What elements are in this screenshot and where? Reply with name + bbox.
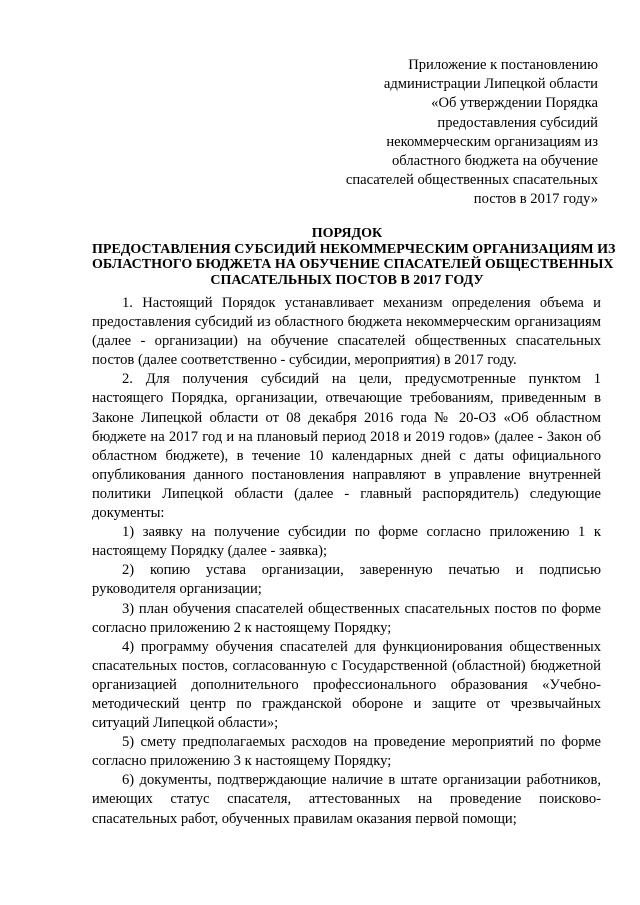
- list-item: 2) копию устава организации, заверенную печатью и подписью руководителя организации;: [92, 562, 601, 598]
- annex-line: Приложение к постановлению: [408, 57, 598, 73]
- annex-line: областного бюджета на обучение: [391, 153, 598, 170]
- annex-line: спасателей общественных спасательных: [345, 172, 598, 189]
- paragraph: 1. Настоящий Порядок устанавливает механизм определения объема и предоставления субсидий из областного бюджета некоммерческим организациям (далее - организации) на обучение спасателей общественных спасательных постов (далее соответственно - субсидии, мероприятия) в 2017 году.: [92, 295, 601, 369]
- annex-line: администрации Липецкой области: [383, 76, 598, 93]
- annex-line: постов в 2017 году»: [473, 191, 598, 208]
- paragraph: 2. Для получения субсидий на цели, предусмотренные пунктом 1 настоящего Порядка, организации, отвечающие требованиям, приведенным в Законе Липецкой области от 08 декабря 2016 года № 20-ОЗ «Об областном бюджете на 2017 год и на плановый период 2018 и 2019 годов» (далее - Закон об областном бюджете), в течение 10 календарных дней с даты официального опубликования данного постановления направляют в управление внутренней политики Липецкой области (далее - главный распорядитель) следующие документы:: [92, 371, 601, 522]
- document-title: [92, 226, 616, 288]
- annex-line: некоммерческим организациям из: [386, 133, 598, 150]
- list-item: 4) программу обучения спасателей для функционирования общественных спасательных постов, согласованную с Государственной (областной) бюджетной организацией дополнительного профессионального образования «Учебно-методический центр по гражданской обороне и защите от чрезвычайных ситуаций Липецкой области»;: [92, 638, 601, 732]
- annex-line: предоставления субсидий: [437, 114, 598, 131]
- list-item: 1) заявку на получение субсидии по форме согласно приложению 1 к настоящему Порядку (далее - заявка);: [92, 524, 601, 560]
- document-body: [92, 294, 601, 829]
- title-line: ПОРЯДОК: [311, 226, 383, 241]
- title-line: ОБЛАСТНОГО БЮДЖЕТА НА ОБУЧЕНИЕ СПАСАТЕЛЕЙ ОБЩЕСТВЕННЫХ: [92, 257, 614, 273]
- annex-header: [298, 56, 598, 210]
- annex-line: «Об утверждении Порядка: [431, 95, 598, 112]
- list-item: 6) документы, подтверждающие наличие в штате организации работников, имеющих статус спасателя, аттестованных на проведение поисково-спасательных работ, обученных правилам оказания первой помощи;: [92, 772, 601, 827]
- title-line: ПРЕДОСТАВЛЕНИЯ СУБСИДИЙ НЕКОММЕРЧЕСКИМ ОРГАНИЗАЦИЯМ ИЗ: [92, 241, 616, 257]
- title-line: СПАСАТЕЛЬНЫХ ПОСТОВ В 2017 ГОДУ: [210, 272, 484, 288]
- list-item: 3) план обучения спасателей общественных спасательных постов по форме согласно приложению 2 к настоящему Порядку;: [92, 600, 601, 636]
- list-item: 5) смету предполагаемых расходов на проведение мероприятий по форме согласно приложению 3 к настоящему Порядку;: [92, 734, 601, 770]
